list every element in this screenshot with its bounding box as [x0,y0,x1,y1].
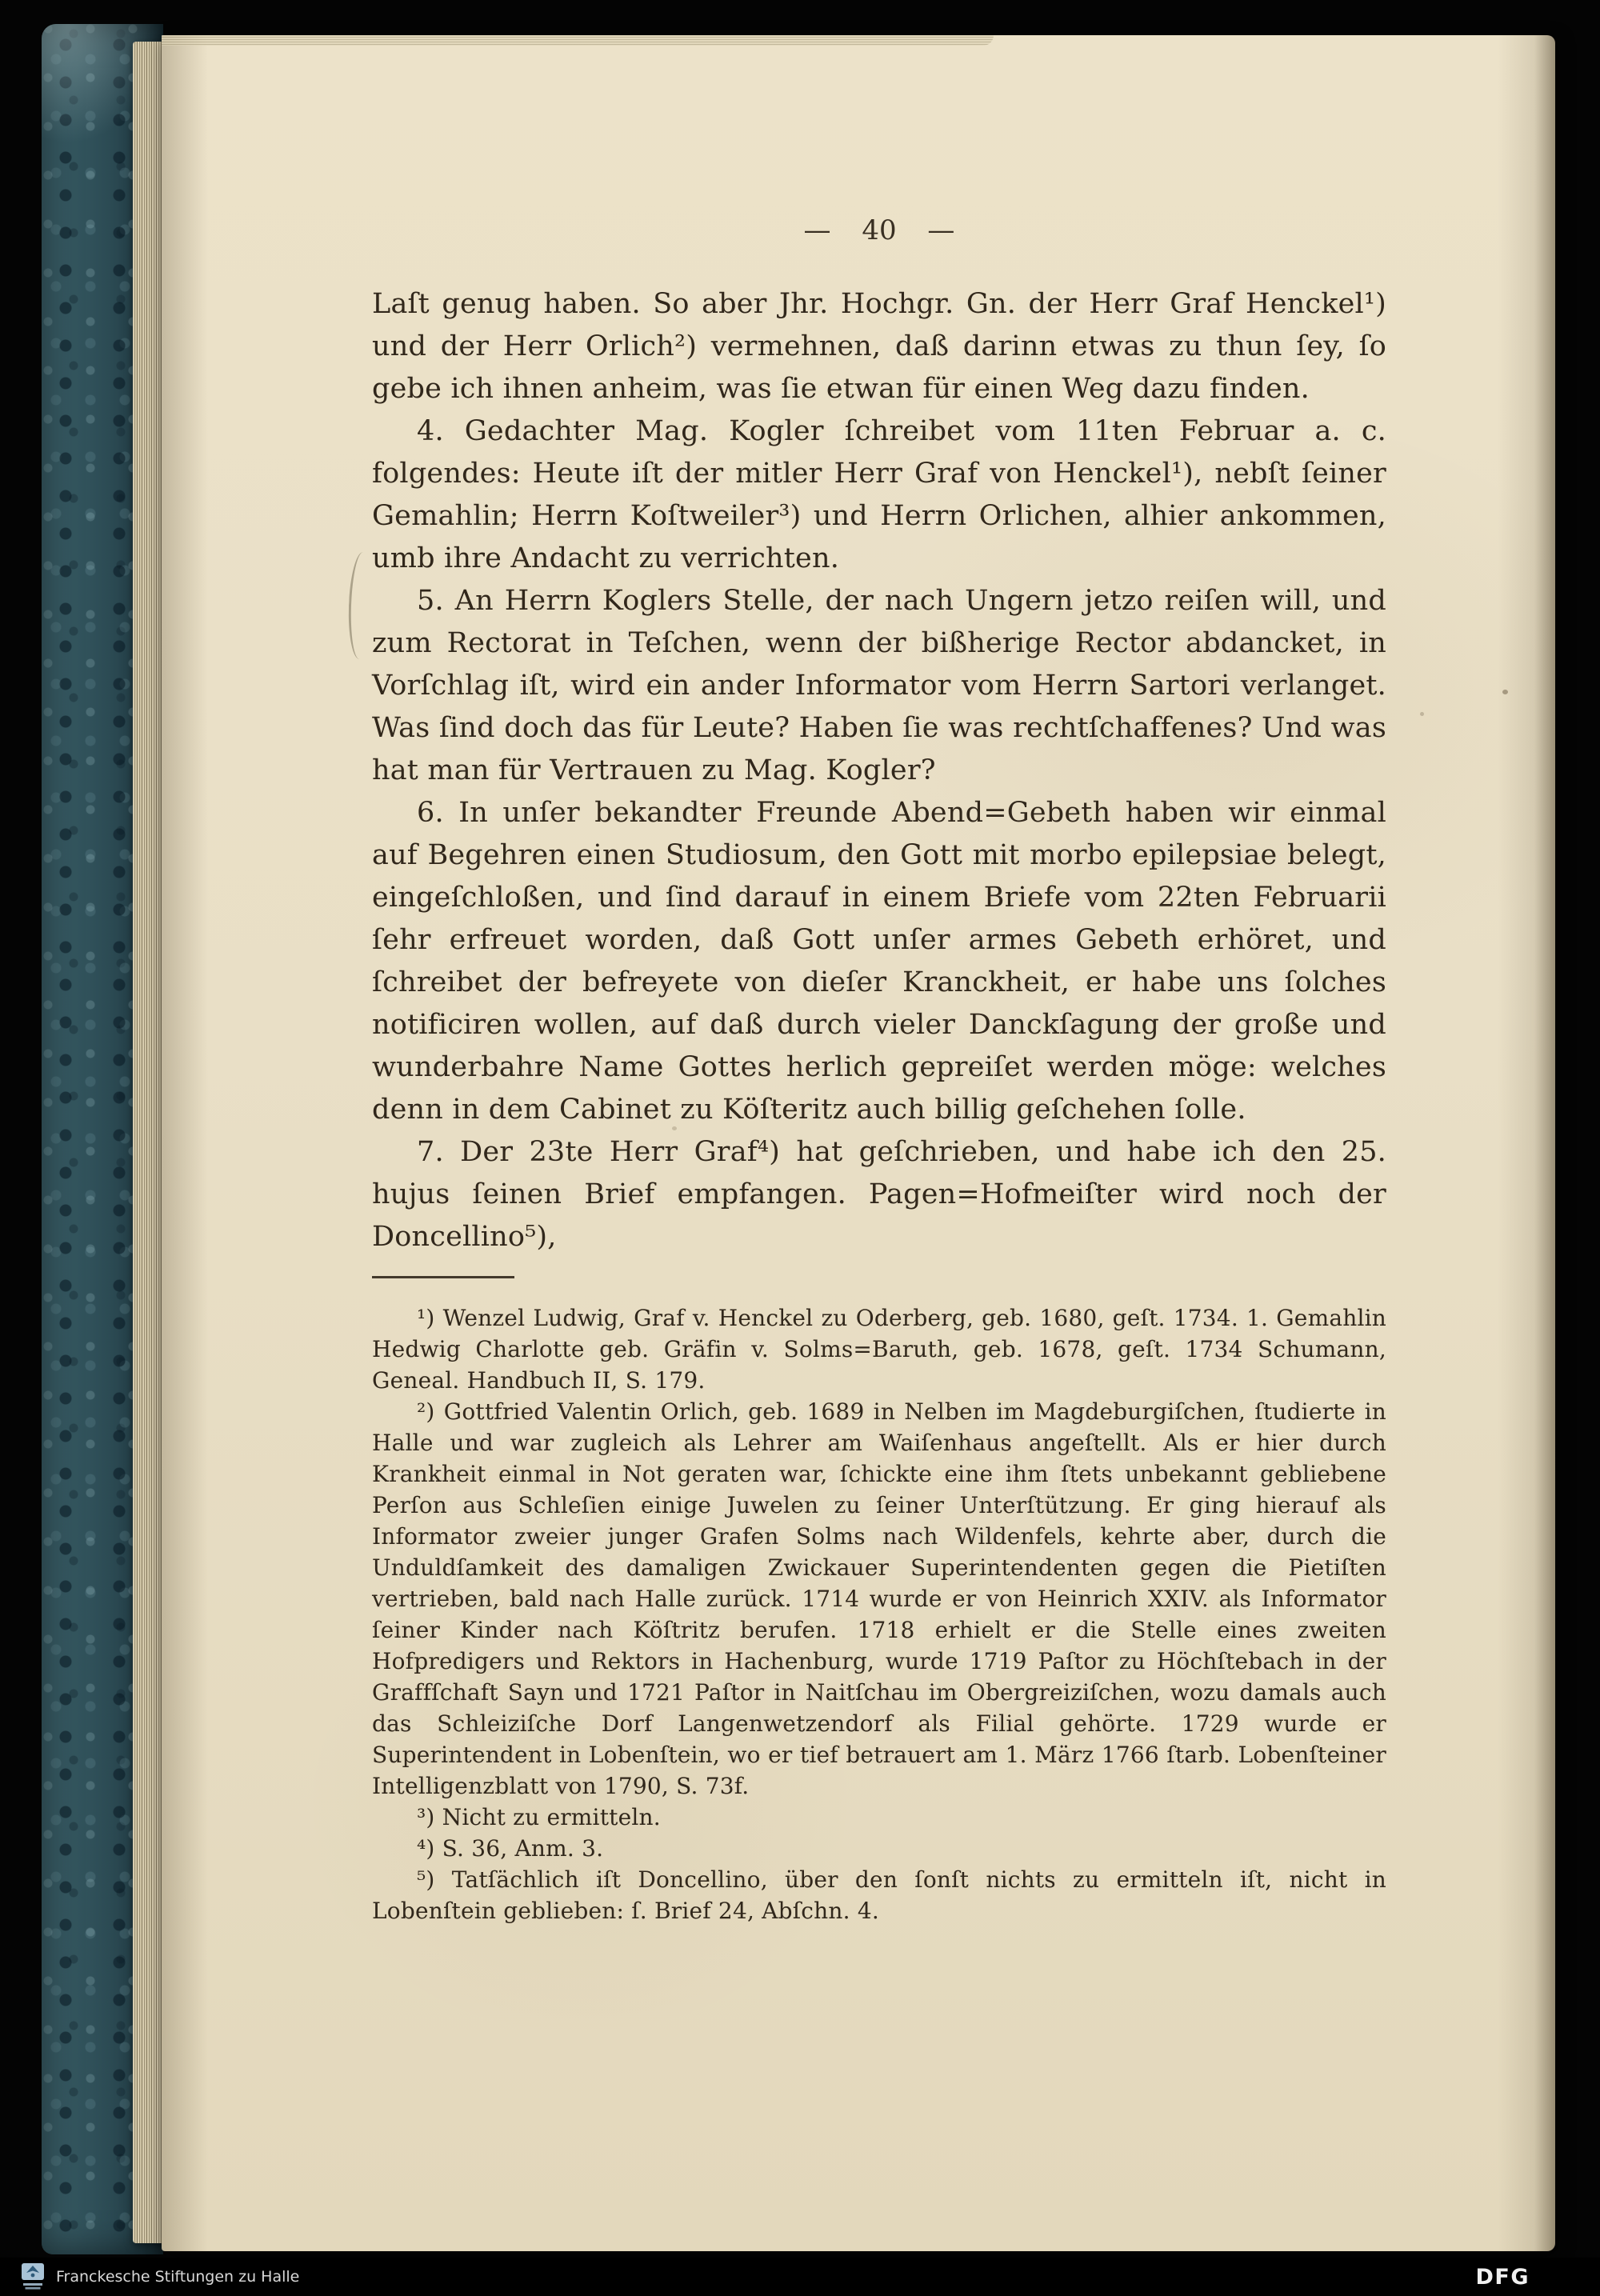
page-number: — 40 — [803,214,955,246]
institution-label: Franckesche Stiftungen zu Halle [56,2268,300,2286]
body-paragraph: 6. In unſer bekandter Freunde Abend=Gebeth haben wir einmal auf Begehren einen Studiosum, den Gott mit morbo epilepsiae belegt, eingeſchloßen, und ſind darauf in einem Briefe vom 22ten Februarii ſehr erfreuet worden, daß Gott unſer armes Gebeth erhöret, und ſchreibet der befreyete von dieſer Kranckheit, er habe uns ſolches notificiren wollen, auf daß durch vieler Danckſagung der große und wunderbahre Name Gottes herlich gepreiſet werden möge: welches denn in dem Cabinet zu Köſteritz auch billig geſchehen ſolle. [372,797,1386,1126]
footnotes [372,1302,1386,1926]
paper-speck [1502,690,1508,694]
paper-speck [1420,712,1424,716]
footnote-separator-rule [372,1276,514,1278]
footnote: ²) Gottfried Valentin Orlich, geb. 1689 in Nelben im Magdeburgiſchen, ſtudierte in Halle und war zugleich als Lehrer am Waiſenhaus angeſtellt. Als er hier durch Krankheit einmal in Not geraten war, ſchickte eine ihm ſtets unbekannt gebliebene Perſon aus Schleſien einige Juwelen zu ſeiner Unterſtützung. Er ging hierauf als Informator zweier junger Grafen Solms nach Wildenfels, kehrte aber, durch die Unduldſamkeit des damaligen Zwickauer Superintendenten gegen die Pietiſten vertrieben, bald nach Halle zurück. 1714 wurde er von Heinrich XXIV. als Informator ſeiner Kinder nach Köſtritz berufen. 1718 erhielt er die Stelle eines zweiten Hofpredigers und Rektors in Hachenburg, wurde 1719 Paſtor zu Höchſtebach in der Graffſchaft Sayn und 1721 Paſtor in Naitſchau im Obergreiziſchen, wozu damals auch das Schleiziſche Dorf Langenwetzendorf als Filial gehörte. 1729 wurde er Superintendent in Lobenſtein, wo er tief betrauert am 1. März 1766 ſtarb. Lobenſteiner Intelligenzblatt von 1790, S. 73f. [372,1398,1386,1799]
top-page-edges [162,35,994,46]
footnote: ⁴) S. 36, Anm. 3. [417,1835,604,1862]
footer-left [21,2262,299,2291]
body-paragraph: 7. Der 23te Herr Graf⁴) hat geſchrieben, und habe ich den 25. hujus ſeinen Brief empfangen. Pagen=Hofmeiſter wird noch der Doncellino⁵), [372,1136,1386,1253]
footnote: ³) Nicht zu ermitteln. [417,1804,661,1830]
footnote: ⁵) Tatſächlich iſt Doncellino, über den ſonſt nichts zu ermitteln iſt, nicht in Lobenſtein geblieben: ſ. Brief 24, Abſchn. 4. [372,1866,1386,1924]
body-paragraph: 4. Gedachter Mag. Kogler ſchreibet vom 11ten Februar a. c. folgendes: Heute iſt der mitler Herr Graf von Henckel¹), nebſt ſeiner Gemahlin; Herrn Koſtweiler³) und Herrn Orlichen, alhier ankommen, umb ihre Andacht zu verrichten. [372,415,1386,574]
dfg-logo: DFG [1475,2264,1530,2290]
margin-crease-mark [347,552,372,660]
text-block [372,214,1386,1926]
body-text [372,283,1386,1258]
footnote: ¹) Wenzel Ludwig, Graf v. Henckel zu Oderberg, geb. 1680, geſt. 1734. 1. Gemahlin Hedwig Charlotte geb. Gräfin v. Solms=Baruth, geb. 1678, geſt. 1734 Schumann, Geneal. Handbuch II, S. 179. [372,1305,1386,1394]
book-page [162,35,1555,2251]
body-paragraph: 5. An Herrn Koglers Stelle, der nach Ungern jetzo reiſen will, und zum Rectorat in Teſchen, wenn der bißherige Rector abdancket, in Vorſchlag iſt, wird ein ander Informator vom Herrn Sartori verlanget. Was ſind doch das für Leute? Haben ſie was rechtſchaffenes? Und was hat man für Vertrauen zu Mag. Kogler? [372,585,1386,786]
page-edge-stack [133,42,165,2243]
body-paragraph: Laſt genug haben. So aber Jhr. Hochgr. Gn. der Herr Graf Henckel¹) und der Herr Orlich²) vermehnen, daß darinn etwas zu thun ſey, ſo gebe ich ihnen anheim, was ſie etwan für einen Weg dazu finden. [372,288,1386,405]
franckesche-stiftungen-logo-icon [21,2262,45,2291]
viewer-footer-bar [0,2258,1600,2296]
